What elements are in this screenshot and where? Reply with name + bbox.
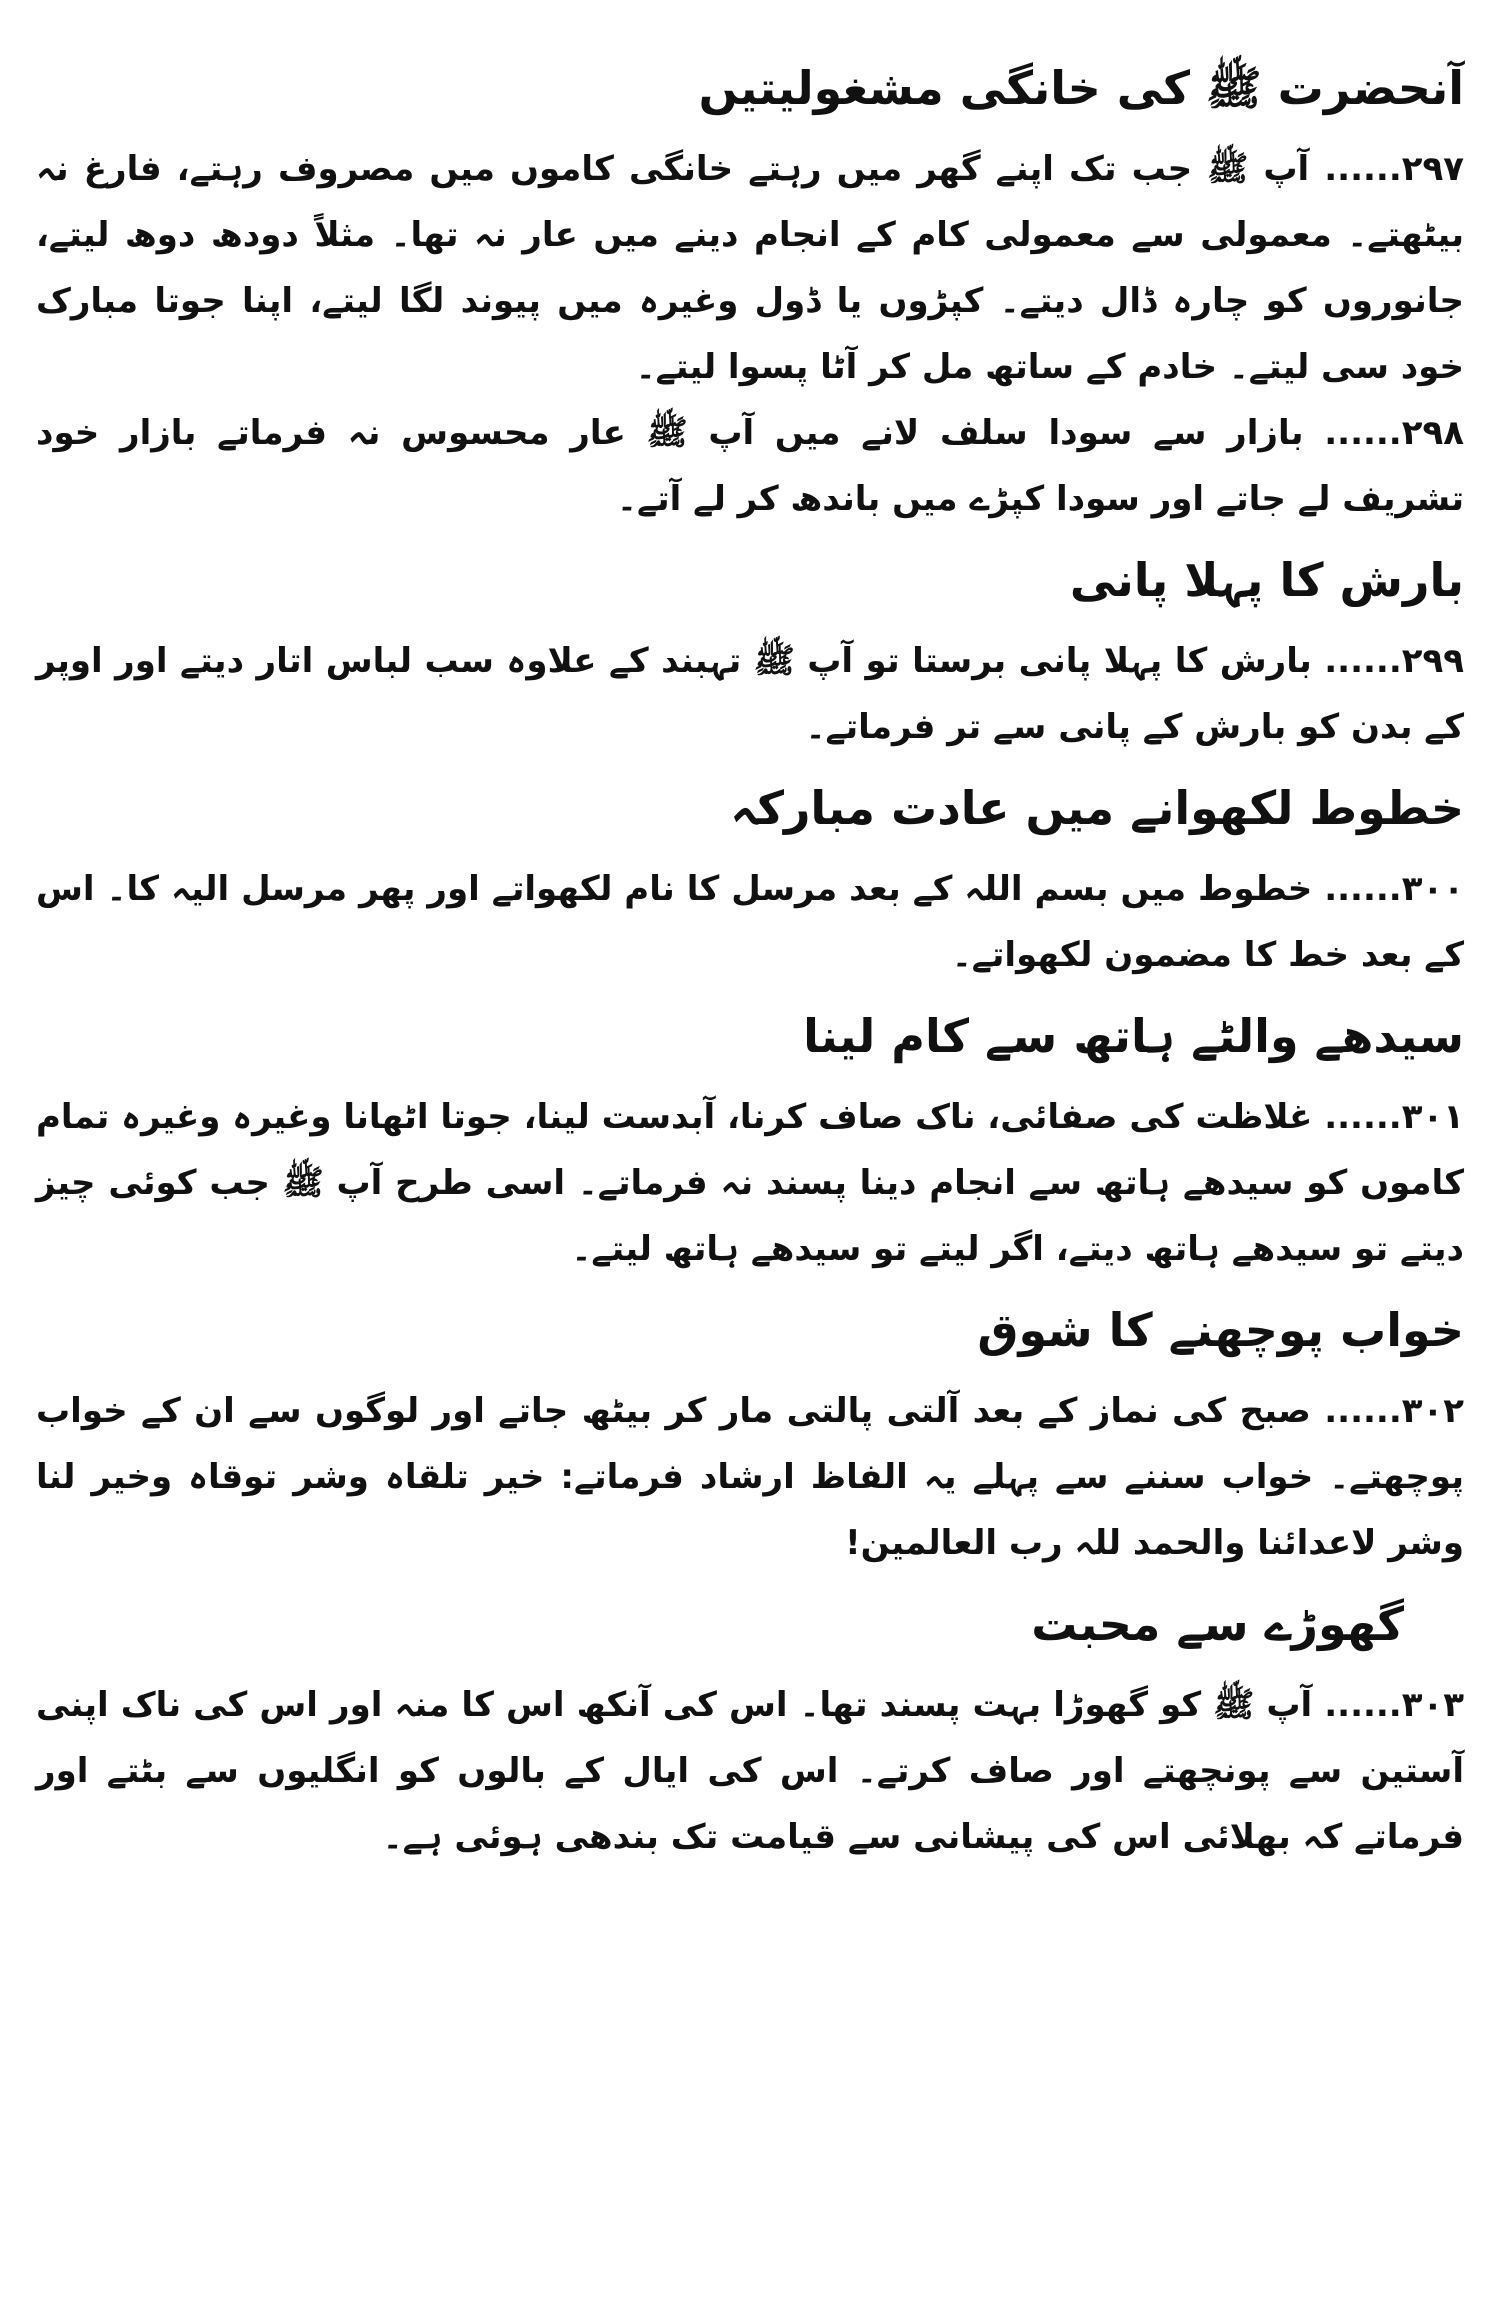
paragraph-297: ۲۹۷...... آپ ﷺ جب تک اپنے گھر میں رہتے خانگی کاموں میں مصروف رہتے، فارغ نہ بیٹھتے۔ معمولی سے معمولی کام کے انجام دینے میں عار نہ تھا۔ مثلاً دودھ دوھ لیتے، جانوروں کو چارہ ڈال دیتے۔ کپڑوں یا ڈول وغیرہ میں پیوند لگا لیتے، اپنا جوتا مبارک خود سی لیتے۔ خادم کے ساتھ مل کر آٹا پسوا لیتے۔: [36, 149, 1464, 387]
paragraph-301: ۳۰۱...... غلاظت کی صفائی، ناک صاف کرنا، آبدست لینا، جوتا اٹھانا وغیرہ وغیرہ تمام کاموں کو سیدھے ہاتھ سے انجام دینا پسند نہ فرماتے۔ اسی طرح آپ ﷺ جب کوئی چیز دیتے تو سیدھے ہاتھ دیتے، اگر لیتے تو سیدھے ہاتھ لیتے۔: [36, 1097, 1464, 1269]
section-right-hand: [36, 988, 1464, 1282]
section-household: [36, 40, 1464, 532]
paragraph-303: ۳۰۳...... آپ ﷺ کو گھوڑا بہت پسند تھا۔ اس کی آنکھ اس کا منہ اور اس کی ناک اپنی آستین سے پونچھتے اور صاف کرتے۔ اس کی ایال کے بالوں کو انگلیوں سے بٹتے اور فرماتے کہ بھلائی اس کی پیشانی سے قیامت تک بندھی ہوئی ہے۔: [36, 1685, 1464, 1857]
section-letters: [36, 760, 1464, 988]
section-first-rain: [36, 532, 1464, 760]
section-heading: خواب پوچھنے کا شوق: [977, 1303, 1464, 1357]
section-heading: خطوط لکھوانے میں عادت مبارکہ: [730, 781, 1464, 835]
section-dreams: [36, 1282, 1464, 1576]
paragraph-299: ۲۹۹...... بارش کا پہلا پانی برستا تو آپ ﷺ تہبند کے علاوہ سب لباس اتار دیتے اور اوپر کے بدن کو بارش کے پانی سے تر فرماتے۔: [36, 641, 1464, 747]
paragraph-300: ۳۰۰...... خطوط میں بسم اللہ کے بعد مرسل کا نام لکھواتے اور پھر مرسل الیہ کا۔ اس کے بعد خط کا مضمون لکھواتے۔: [36, 869, 1464, 975]
section-horses: [36, 1576, 1464, 1870]
section-heading: آنحضرت ﷺ کی خانگی مشغولیتیں: [698, 61, 1464, 115]
section-heading: بارش کا پہلا پانی: [1069, 553, 1464, 607]
section-heading: گھوڑے سے محبت: [1031, 1597, 1404, 1651]
section-heading: سیدھے والٹے ہاتھ سے کام لینا: [803, 1009, 1464, 1063]
paragraph-298: ۲۹۸...... بازار سے سودا سلف لانے میں آپ ﷺ عار محسوس نہ فرماتے بازار خود تشریف لے جاتے اور سودا کپڑے میں باندھ کر لے آتے۔: [36, 413, 1464, 519]
paragraph-302: ۳۰۲...... صبح کی نماز کے بعد آلتی پالتی مار کر بیٹھ جاتے اور لوگوں سے ان کے خواب پوچھتے۔ خواب سننے سے پہلے یہ الفاظ ارشاد فرماتے: خیر تلقاہ وشر توقاہ وخیر لنا وشر لاعدائنا والحمد للہ رب العالمین!: [36, 1391, 1464, 1563]
